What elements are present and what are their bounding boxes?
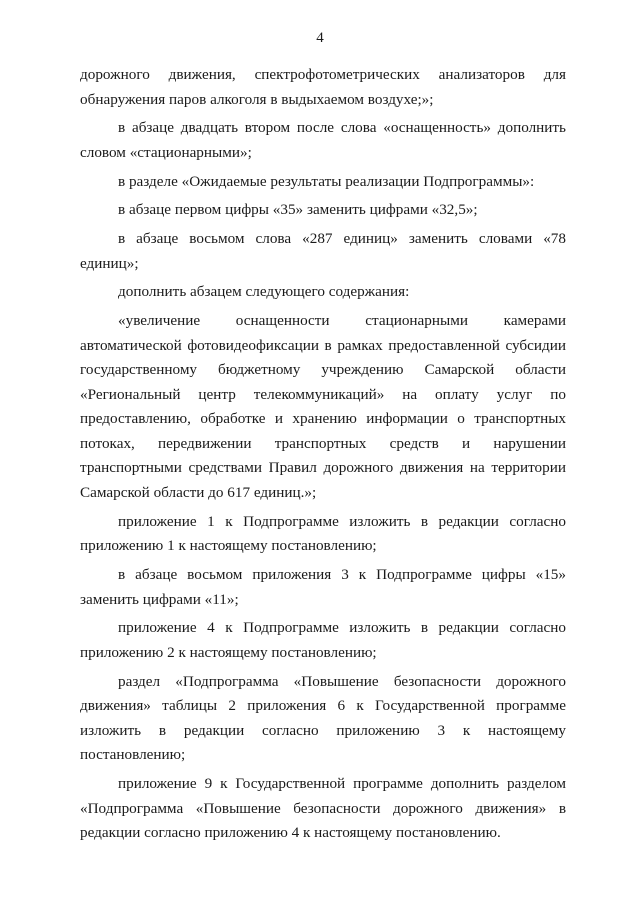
paragraph-9: в абзаце восьмом приложения 3 к Подпрограмме цифры «15» заменить цифрами «11»; (80, 566, 566, 608)
paragraph-2: в абзаце двадцать втором после слова «оснащенность» дополнить словом «стационарными»; (80, 119, 566, 161)
paragraph-1: дорожного движения, спектрофотометрических анализаторов для обнаружения паров алкоголя в выдыхаемом воздухе;»; (80, 66, 566, 108)
paragraph-11: раздел «Подпрограмма «Повышение безопасности дорожного движения» таблицы 2 приложения 6 к Государственной программе изложить в редакции согласно приложению 3 к настоящему постановлению; (80, 672, 566, 764)
paragraph-4: в абзаце первом цифры «35» заменить цифрами «32,5»; (118, 201, 478, 219)
page-number: 4 (316, 30, 324, 46)
paragraph-3: в разделе «Ожидаемые результаты реализации Подпрограммы»: (118, 172, 535, 190)
document-body (80, 63, 566, 847)
paragraph-8: приложение 1 к Подпрограмме изложить в редакции согласно приложению 1 к настоящему постановлению; (80, 512, 566, 555)
paragraph-10: приложение 4 к Подпрограмме изложить в редакции согласно приложению 2 к настоящему постановлению; (80, 619, 566, 661)
paragraph-5: в абзаце восьмом слова «287 единиц» заменить словами «78 единиц»; (80, 229, 566, 272)
paragraph-6: дополнить абзацем следующего содержания: (118, 283, 410, 301)
paragraph-7: «увеличение оснащенности стационарными камерами автоматической фотовидеофиксации в рамках предоставленной субсидии государственному бюджетному учреждению Самарской области «Региональный центр телекоммуникаций» на оплату услуг по предоставлению, обработке и хранению информации о транспортных потоках, передвижении транспортных средств и нарушении транспортными средствами Правил дорожного движения на территории Самарской области до 617 единиц.»; (80, 311, 566, 502)
paragraph-12: приложение 9 к Государственной программе дополнить разделом «Подпрограмма «Повышение безопасности дорожного движения» в редакции согласно приложению 4 к настоящему постановлению. (80, 775, 566, 842)
